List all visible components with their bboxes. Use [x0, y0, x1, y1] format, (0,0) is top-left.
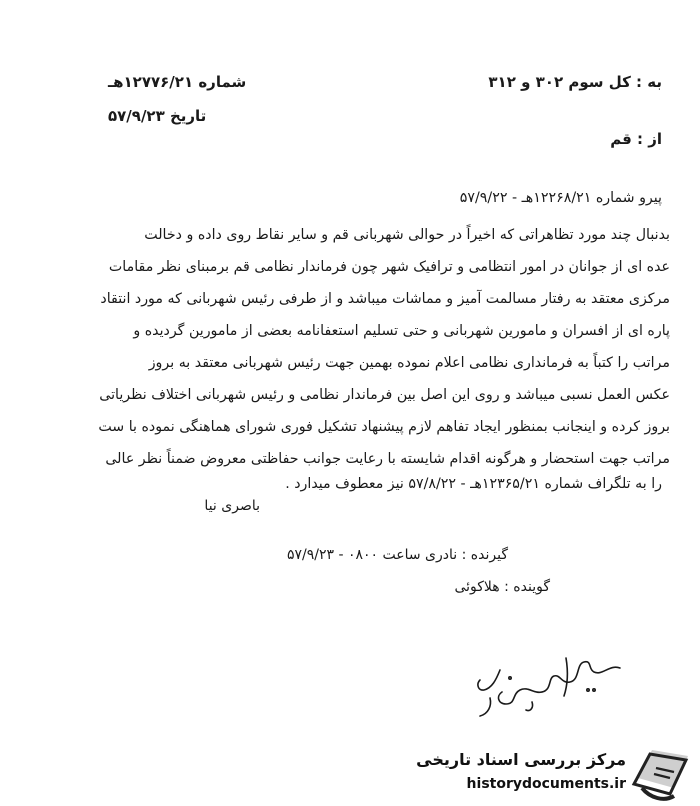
archive-title: مرکز بررسی اسناد تاریخی	[416, 750, 626, 769]
signatory-name: باصری نیا	[204, 498, 260, 514]
recipient-line: به : کل سوم ۳۰۲ و ۳۱۲	[488, 73, 662, 91]
handwritten-signature	[470, 650, 630, 720]
body-line: مراتب را کتباً به فرمانداری نظامی اعلام نموده بهمین جهت رئیس شهربانی معتقد به بروز	[148, 355, 670, 371]
archive-watermark	[408, 738, 694, 804]
body-line: مرکزی معتقد به رفتار مسالمت آمیز و مماشات میباشد و از طرفی رئیس شهربانی که مورد انتقاد	[100, 291, 670, 307]
archive-logo-icon	[630, 744, 694, 804]
body-line: بروز کرده و اینجانب بمنظور ایجاد تفاهم لازم پیشنهاد تشکیل فوری شورای هماهنگی نموده با ست	[98, 419, 670, 435]
body-line: پیرو شماره ۱۲۲۶۸/۲۱هـ - ۵۷/۹/۲۲	[459, 190, 662, 206]
document-number: شماره ۱۲۷۷۶/۲۱هـ	[108, 73, 247, 91]
body-line: بدنبال چند مورد تظاهراتی که اخیراً در حوالی شهربانی قم و سایر نقاط روی داده و دخالت	[144, 227, 670, 243]
body-line: عده ای از جوانان در امور انتظامی و ترافیک شهر چون فرماندار نظامی قم برمبنای نظر مقامات	[108, 259, 670, 275]
body-line: عکس العمل نسبی میباشد و روی این اصل بین فرماندار نظامی و رئیس شهربانی اختلاف نظریاتی	[99, 387, 670, 403]
document-date: تاریخ ۵۷/۹/۲۳	[108, 107, 207, 125]
archive-url[interactable]: historydocuments.ir	[466, 776, 626, 792]
body-line: را به تلگراف شماره ۱۲۳۶۵/۲۱هـ - ۵۷/۸/۲۲ نیز معطوف میدارد .	[285, 476, 662, 492]
sender-line: از : قم	[610, 130, 662, 148]
body-line: مراتب جهت استحضار و هرگونه اقدام شایسته با رعایت جوانب حفاظتی معروض ضمناً نظر عالی	[105, 451, 670, 467]
body-line: پاره ای از افسران و مامورین شهربانی و حتی تسلیم استعفانامه بعضی از مامورین گردیده و	[133, 323, 670, 339]
speaker-line: گوینده : هلاکوئی	[454, 579, 550, 595]
receiver-line: گیرنده : نادری ساعت ۰۸۰۰ - ۵۷/۹/۲۳	[287, 547, 508, 563]
